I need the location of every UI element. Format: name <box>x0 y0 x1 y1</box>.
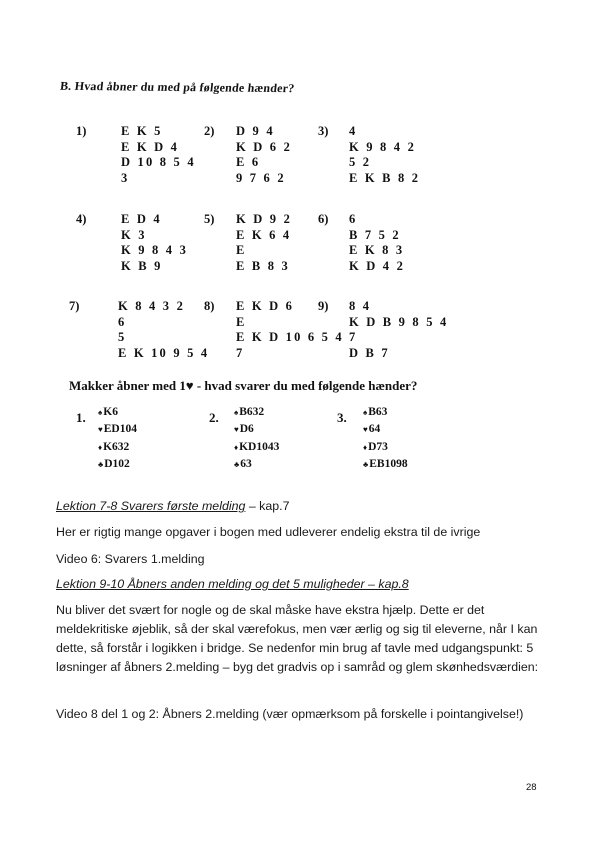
response-suit-line <box>363 421 408 438</box>
hand-suit-line: 5 2 <box>349 155 372 170</box>
suit-icon: ♣ <box>363 459 369 469</box>
suit-icon: ♥ <box>98 425 103 435</box>
lesson-9-10-title: Lektion 9-10 Åbners anden melding og det 5 muligheder – kap.8 <box>56 577 409 591</box>
hand-suit-line: K D 6 2 <box>236 139 293 154</box>
suit-icon: ♣ <box>98 459 104 469</box>
hand-suit-line: E <box>236 314 247 329</box>
response-suit-line <box>234 421 279 438</box>
hand-suit-line: E <box>236 243 247 258</box>
suit-icon: ♠ <box>363 408 368 417</box>
hand-suit-line: 6 <box>349 212 358 226</box>
suit-cards: D6 <box>239 423 254 436</box>
hand-suit-line: K D 4 2 <box>349 258 406 273</box>
response-suit-line <box>363 404 408 421</box>
suit-icon: ♠ <box>98 408 103 417</box>
suit-cards: D73 <box>368 440 388 453</box>
response-suit-line <box>363 439 408 456</box>
hand-suit-line: E K B 8 2 <box>349 170 421 185</box>
hand-suit-line: E K 6 4 <box>236 227 292 242</box>
video-8-line: Video 8 del 1 og 2: Åbners 2.melding (vær opmærksom på forskelle i pointangivelse!) <box>56 707 524 721</box>
hand-suit-line: K 8 4 3 2 <box>118 299 186 313</box>
suit-icon: ♥ <box>363 425 368 435</box>
hand-suit-line: E K D 10 6 5 4 <box>236 330 344 345</box>
hand-suit-line: 8 4 <box>349 299 372 313</box>
hand-suit-line: D B 7 <box>349 345 390 360</box>
hand-suit-line: E K 8 3 <box>349 243 405 258</box>
hand-suit-line: 3 <box>121 170 130 185</box>
response-heading: Makker åbner med 1♥ - hvad svarer du med følgende hænder? <box>69 378 418 393</box>
hand-number: 9) <box>318 299 329 313</box>
hand-suit-line: E D 4 <box>121 212 162 226</box>
hand-suit-line: E B 8 3 <box>236 258 290 273</box>
hand-suit-line: E K 5 <box>121 124 163 138</box>
hand-suit-line: K 3 <box>121 227 147 242</box>
response-number: 2. <box>209 410 219 425</box>
hand-suit-line: B 7 5 2 <box>349 227 401 242</box>
hand-suit-line: K D 9 2 <box>236 212 293 226</box>
suit-cards: B632 <box>239 406 265 418</box>
response-suit-line <box>98 404 137 421</box>
page-number: 28 <box>526 782 537 793</box>
suit-icon: ♣ <box>234 459 240 469</box>
hand-number: 3) <box>318 124 329 138</box>
response-suit-line <box>98 421 137 438</box>
hand-suit-line: D 9 4 <box>236 124 275 138</box>
suit-icon: ♥ <box>234 425 239 435</box>
hand-suit-line: 4 <box>349 124 358 138</box>
suit-cards: KD1043 <box>239 440 280 453</box>
hand-suit-line: K D B 9 8 5 4 <box>349 314 449 329</box>
hand-suit-line: E K D 4 <box>121 139 180 154</box>
response-number: 3. <box>337 410 347 425</box>
suit-cards: 63 <box>240 457 252 470</box>
hand-suit-line: E K 10 9 5 4 <box>118 345 210 360</box>
hand-suit-line: 7 <box>349 330 358 345</box>
lesson-7-8-suffix: – kap.7 <box>245 499 290 513</box>
suit-icon: ♦ <box>98 442 103 452</box>
response-suit-line <box>234 456 279 473</box>
hand-suit-line: K B 9 <box>121 258 163 273</box>
hand-suit-line: D 10 8 5 4 <box>121 155 196 170</box>
hand-number: 8) <box>204 299 215 313</box>
hand-suit-line: K 9 8 4 2 <box>349 139 417 154</box>
lesson-7-8-title: Lektion 7-8 Svarers første melding <box>56 499 246 513</box>
hand-suit-line: 6 <box>118 314 127 329</box>
hand-suit-line: E 6 <box>236 155 261 170</box>
response-suit-line <box>98 456 137 473</box>
paragraph-opener-second-bid: Nu bliver det svært for nogle og de skal måske have ekstra hjælp. Dette er det meldekritiske øjeblik, så der skal værefokus, men vær ærlig og sig til eleverne, når I kan dette, så forstår i logikken i bridge. Se nedenfor min brug af tavle med udgangspunkt: 5 løsninger af åbners 2.melding – byg det gradvis op i samråd og glem skønhedsværdien: <box>56 603 539 674</box>
suit-icon: ♠ <box>234 408 239 417</box>
suit-icon: ♦ <box>234 442 239 452</box>
hand-number: 6) <box>318 212 329 226</box>
hand-suit-line: K 9 8 4 3 <box>121 243 189 258</box>
response-suit-line <box>234 439 279 456</box>
hand-number: 1) <box>76 124 87 138</box>
suit-cards: 64 <box>368 423 381 436</box>
response-number: 1. <box>76 410 86 425</box>
hand-number: 5) <box>204 212 215 226</box>
video-6-line: Video 6: Svarers 1.melding <box>56 552 205 566</box>
suit-cards: K632 <box>103 440 130 453</box>
suit-cards: D102 <box>104 457 130 470</box>
hand-number: 2) <box>204 124 215 138</box>
lesson-7-8-line <box>56 497 546 516</box>
paragraph-extra-tasks: Her er rigtig mange opgaver i bogen med udleverer endelig ekstra til de ivrige <box>56 525 481 539</box>
hand-suit-line: 7 <box>236 345 245 360</box>
suit-cards: ED104 <box>103 423 137 436</box>
suit-icon: ♦ <box>363 442 368 452</box>
hand-suit-line: E K D 6 <box>236 299 295 313</box>
response-suit-line <box>363 456 408 473</box>
hand-number: 7) <box>69 299 80 313</box>
hand-number: 4) <box>76 212 87 226</box>
hand-suit-line: 9 7 6 2 <box>236 170 286 185</box>
suit-cards: EB1098 <box>369 457 408 470</box>
hand-suit-line: 5 <box>118 330 127 345</box>
response-suit-line <box>234 404 279 421</box>
response-suit-line <box>98 439 137 456</box>
exercise-heading: B. Hvad åbner du med på følgende hænder? <box>59 78 296 96</box>
suit-cards: K6 <box>103 406 118 418</box>
suit-cards: B63 <box>368 406 388 418</box>
